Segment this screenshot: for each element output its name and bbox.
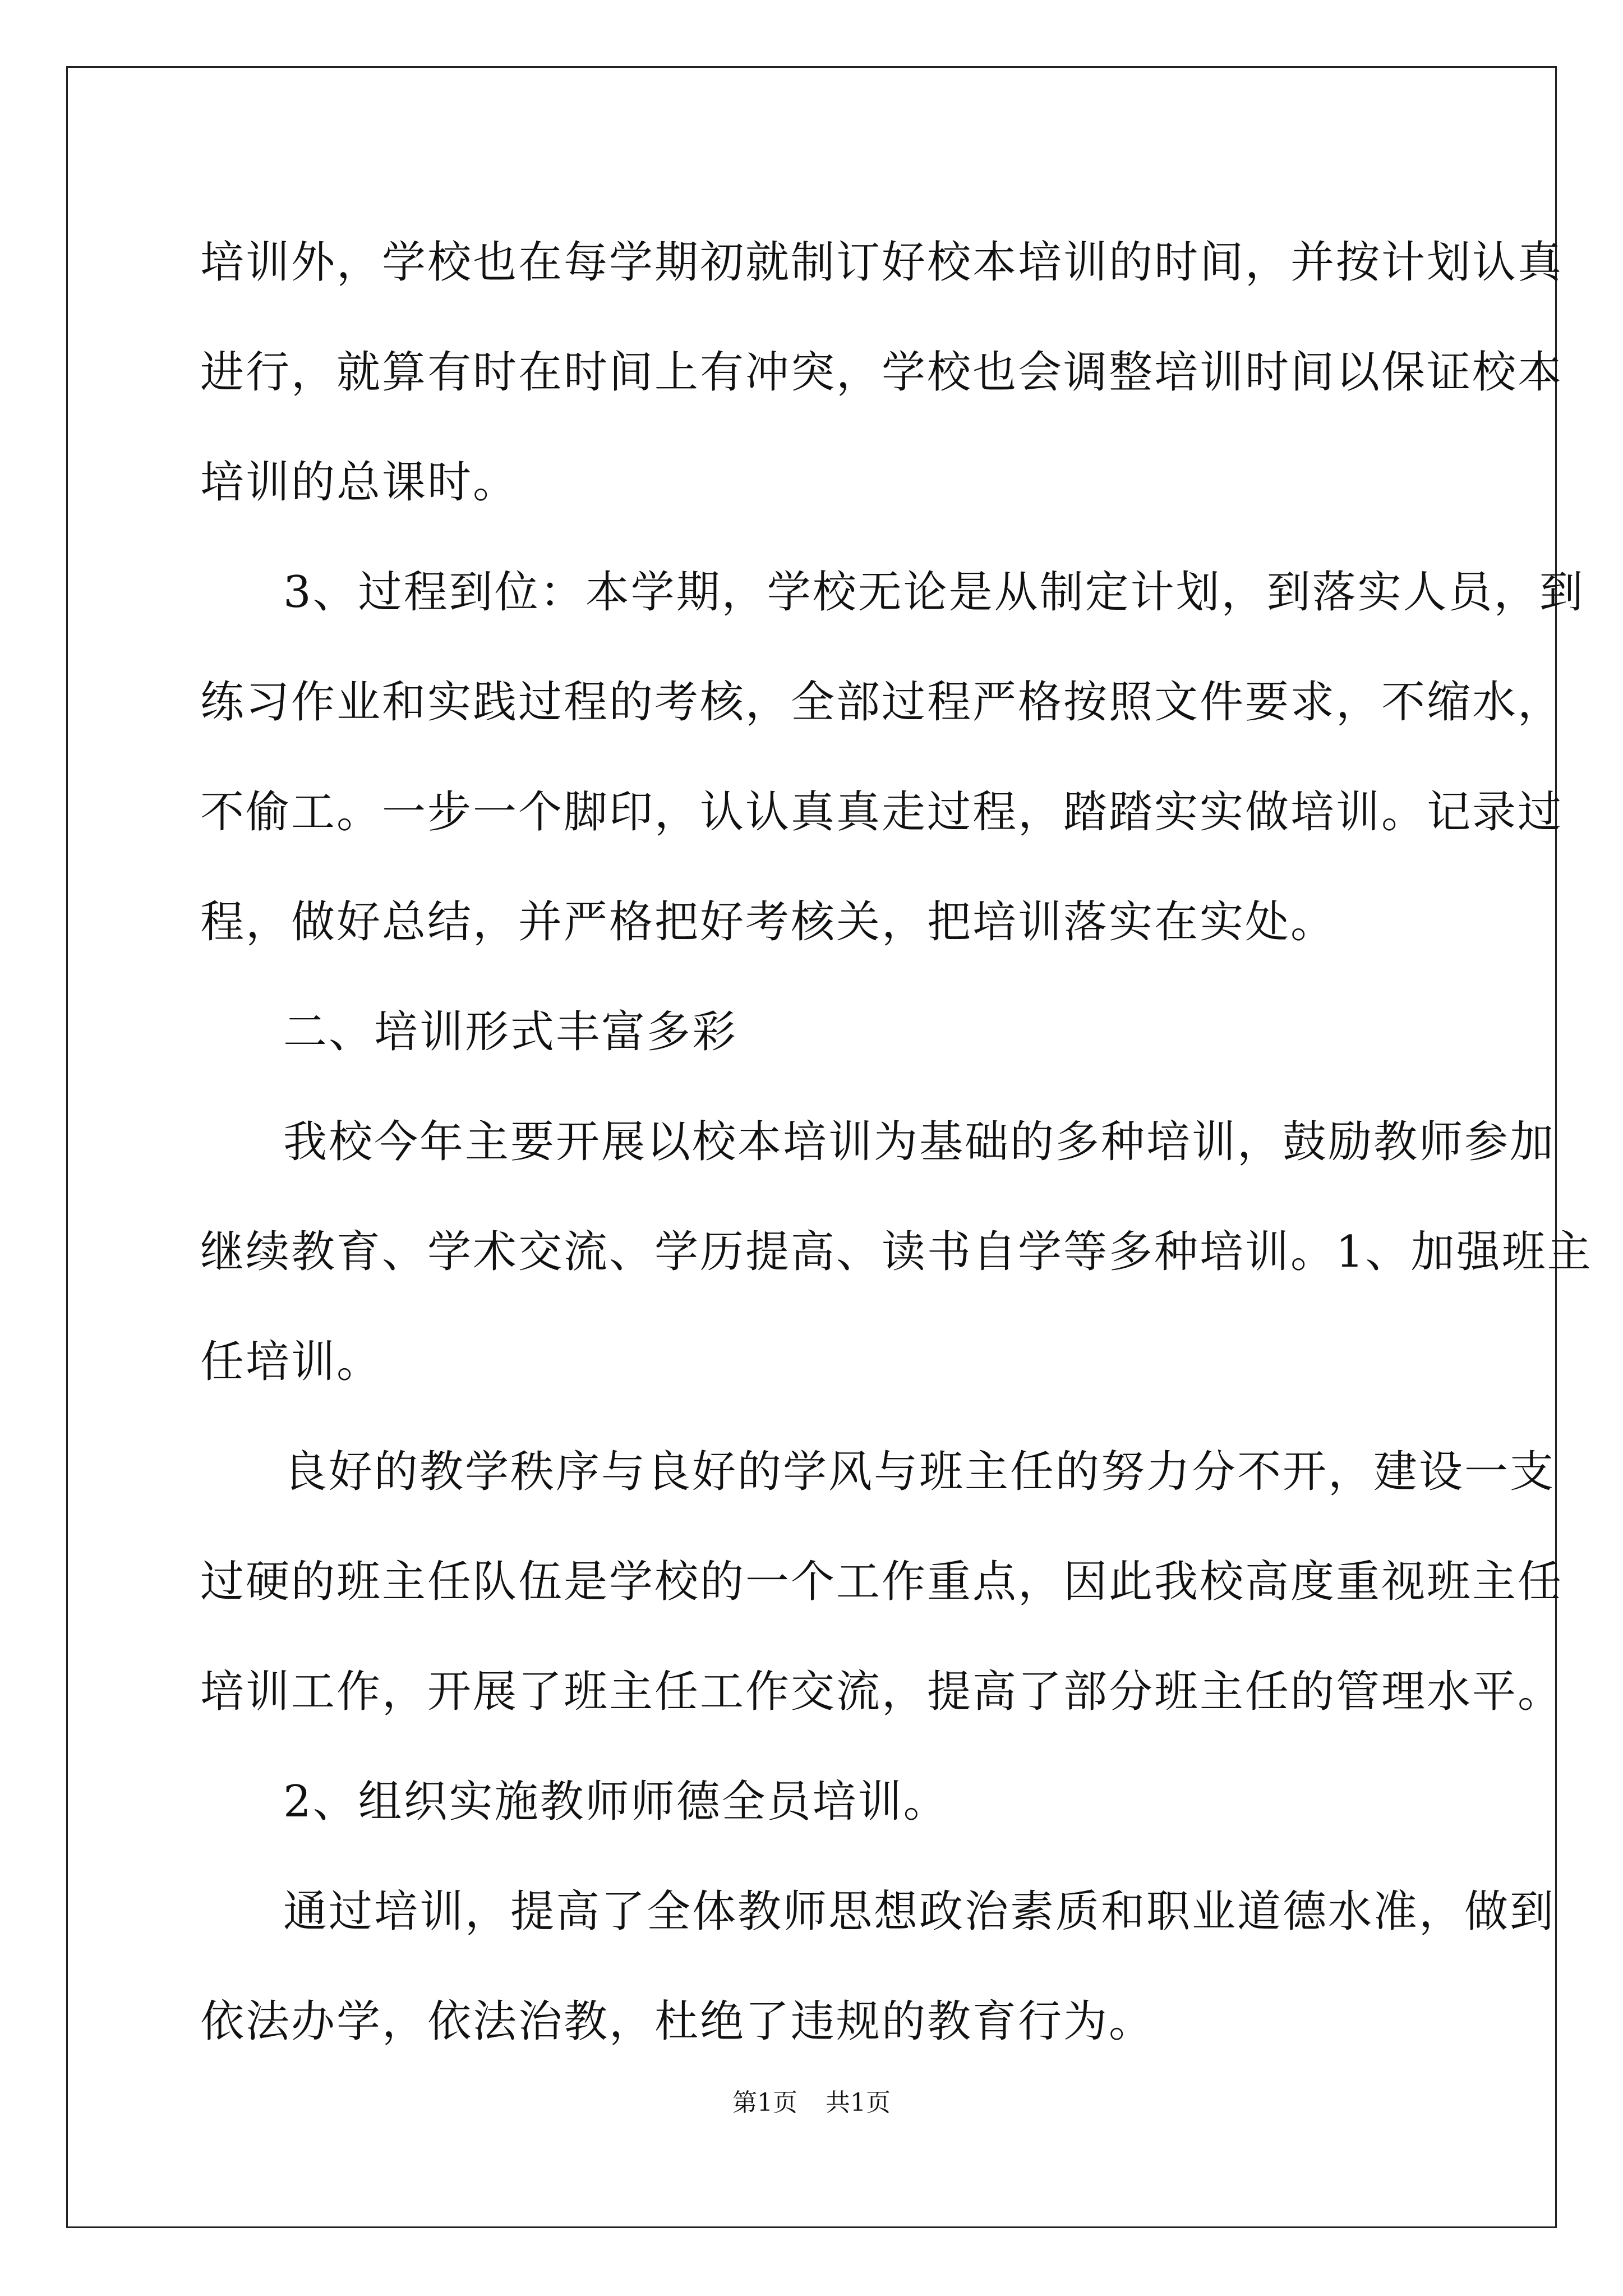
text-line: 进行，就算有时在时间上有冲突，学校也会调整培训时间以保证校本 (200, 347, 1564, 398)
text-line: 过硬的班主任队伍是学校的一个工作重点，因此我校高度重视班主任 (200, 1557, 1564, 1607)
text-line: 程，做好总结，并严格把好考核关，把培训落实在实处。 (200, 897, 1336, 947)
text-line: 培训工作，开展了班主任工作交流，提高了部分班主任的管理水平。 (200, 1667, 1564, 1717)
text-line: 任培训。 (200, 1337, 382, 1387)
document-body (200, 208, 1593, 2077)
page-total: 共1页 (826, 2088, 891, 2117)
text-line: 培训外，学校也在每学期初就制订好校本培训的时间，并按计划认真 (200, 237, 1564, 288)
text-line: 依法办学，依法治教，杜绝了违规的教育行为。 (200, 1996, 1155, 2047)
text-line: 培训的总课时。 (200, 457, 519, 508)
page-number: 第1页 (732, 2088, 797, 2117)
text-line: 2、组织实施教师师德全员培训。 (283, 1777, 949, 1827)
text-line: 良好的教学秩序与良好的学风与班主任的努力分不开，建设一支 (283, 1447, 1556, 1497)
text-line: 不偷工。一步一个脚印，认认真真走过程，踏踏实实做培训。记录过 (200, 787, 1564, 838)
page-footer (0, 2082, 1623, 2118)
section-heading: 二、培训形式丰富多彩 (283, 1007, 738, 1057)
text-line: 继续教育、学术交流、学历提高、读书自学等多种培训。1、加强班主 (200, 1227, 1593, 1277)
text-line: 练习作业和实践过程的考核，全部过程严格按照文件要求，不缩水， (200, 677, 1564, 728)
text-line: 3、过程到位：本学期，学校无论是从制定计划，到落实人员，到 (283, 567, 1585, 618)
text-line: 我校今年主要开展以校本培训为基础的多种培训，鼓励教师参加 (283, 1117, 1556, 1167)
text-line: 通过培训，提高了全体教师思想政治素质和职业道德水准，做到 (283, 1887, 1556, 1937)
